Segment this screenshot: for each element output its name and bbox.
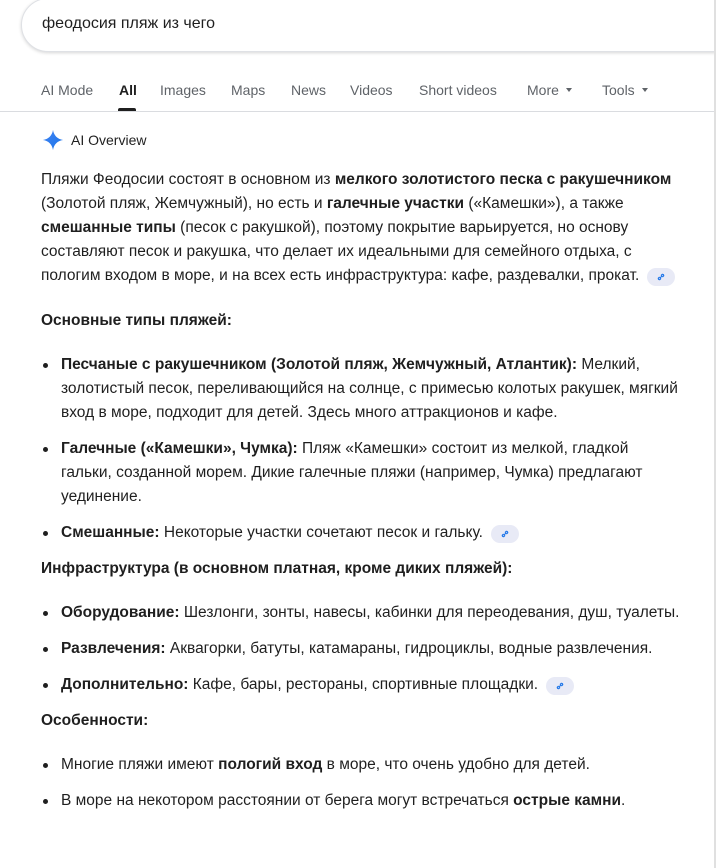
tab-images[interactable]: Images (160, 82, 206, 98)
intro-bold: мелкого золотистого песка с ракушечником (334, 171, 672, 188)
tab-more-label: More (527, 82, 559, 98)
ai-overview-content (41, 168, 681, 825)
tab-maps[interactable]: Maps (231, 82, 266, 98)
tab-short-videos[interactable]: Short videos (419, 82, 497, 98)
infrastructure-list (41, 601, 681, 697)
search-box[interactable] (21, 0, 716, 52)
item-text: Мелкий, золотистый песок, переливающийся на солнце, с примесью колотых ракушек, мягкий вход в море, подходит для детей. Здесь много аттракционов и кафе. (61, 356, 678, 421)
item-text: Пляж «Камешки» состоит из мелкой, гладкой гальки, созданной морем. Дикие галечные пляжи (например, Чумка) предлагают уединение. (61, 440, 643, 505)
item-text: в море, что очень удобно для детей. (322, 756, 590, 773)
chevron-down-icon (642, 88, 648, 92)
item-bold: пологий вход (218, 756, 323, 773)
intro-text: (песок с ракушкой), поэтому покрытие варьируется, но основу составляют песок и ракушка, что делает их идеальными для семейного отдыха, с пологим входом в море, и на всех есть инфраструктура: кафе, раздевалки, прокат. (41, 219, 640, 284)
item-label: Оборудование: (61, 604, 180, 621)
link-icon (499, 528, 511, 540)
list-item (41, 753, 681, 777)
search-tabs (0, 76, 716, 112)
item-bold: острые камни (513, 792, 622, 809)
ai-overview-header (42, 128, 146, 152)
item-label: Дополнительно: (61, 676, 189, 693)
link-icon (554, 680, 566, 692)
list-item (41, 521, 681, 545)
section-heading: Инфраструктура (в основном платная, кроме диких пляжей): (41, 560, 513, 577)
list-item (41, 789, 681, 813)
list-item (41, 637, 681, 661)
beach-types-list (41, 353, 681, 545)
active-tab-indicator (118, 108, 136, 111)
list-item (41, 437, 681, 509)
intro-text: («Камешки»), а также (464, 195, 624, 212)
item-text: Многие пляжи имеют (61, 756, 219, 773)
intro-text: (Золотой пляж, Жемчужный), но есть и (41, 195, 327, 212)
intro-bold: галечные участки (326, 195, 465, 212)
source-link-button[interactable] (647, 268, 675, 286)
section-heading: Особенности: (41, 712, 149, 729)
tab-news[interactable]: News (291, 82, 327, 98)
intro-paragraph (41, 168, 681, 288)
item-label: Смешанные: (61, 524, 160, 541)
link-icon (655, 271, 667, 283)
tab-tools-label: Tools (602, 82, 635, 98)
item-label: Галечные («Камешки», Чумка): (61, 440, 298, 457)
item-text: Аквагорки, батуты, катамараны, гидроциклы, водные развлечения. (165, 640, 653, 657)
item-text: Шезлонги, зонты, навесы, кабинки для переодевания, душ, туалеты. (179, 604, 680, 621)
source-link-button[interactable] (491, 525, 519, 543)
tab-all[interactable]: All (119, 82, 137, 98)
tab-tools[interactable] (602, 82, 648, 98)
source-link-button[interactable] (546, 677, 574, 695)
item-text: В море на некотором расстоянии от берега могут встречаться (61, 792, 514, 809)
chevron-down-icon (566, 88, 572, 92)
list-item (41, 673, 681, 697)
features-list (41, 753, 681, 813)
intro-text: Пляжи Феодосии состоят в основном из (41, 171, 335, 188)
item-text: Некоторые участки сочетают песок и гальку. (159, 524, 483, 541)
item-label: Песчаные с ракушечником (Золотой пляж, Жемчужный, Атлантик): (61, 356, 578, 373)
tab-videos[interactable]: Videos (350, 82, 393, 98)
ai-overview-label: AI Overview (71, 132, 147, 148)
item-label: Развлечения: (61, 640, 166, 657)
item-text: . (621, 792, 626, 809)
item-text: Кафе, бары, рестораны, спортивные площадки. (188, 676, 539, 693)
section-heading: Основные типы пляжей: (41, 312, 232, 329)
tab-more[interactable] (527, 82, 572, 98)
list-item (41, 601, 681, 625)
tab-ai-mode[interactable]: AI Mode (41, 82, 94, 98)
list-item (41, 353, 681, 425)
search-input[interactable]: феодосия пляж из чего (42, 15, 216, 32)
gemini-spark-icon (42, 129, 64, 151)
intro-bold: смешанные типы (41, 219, 176, 236)
